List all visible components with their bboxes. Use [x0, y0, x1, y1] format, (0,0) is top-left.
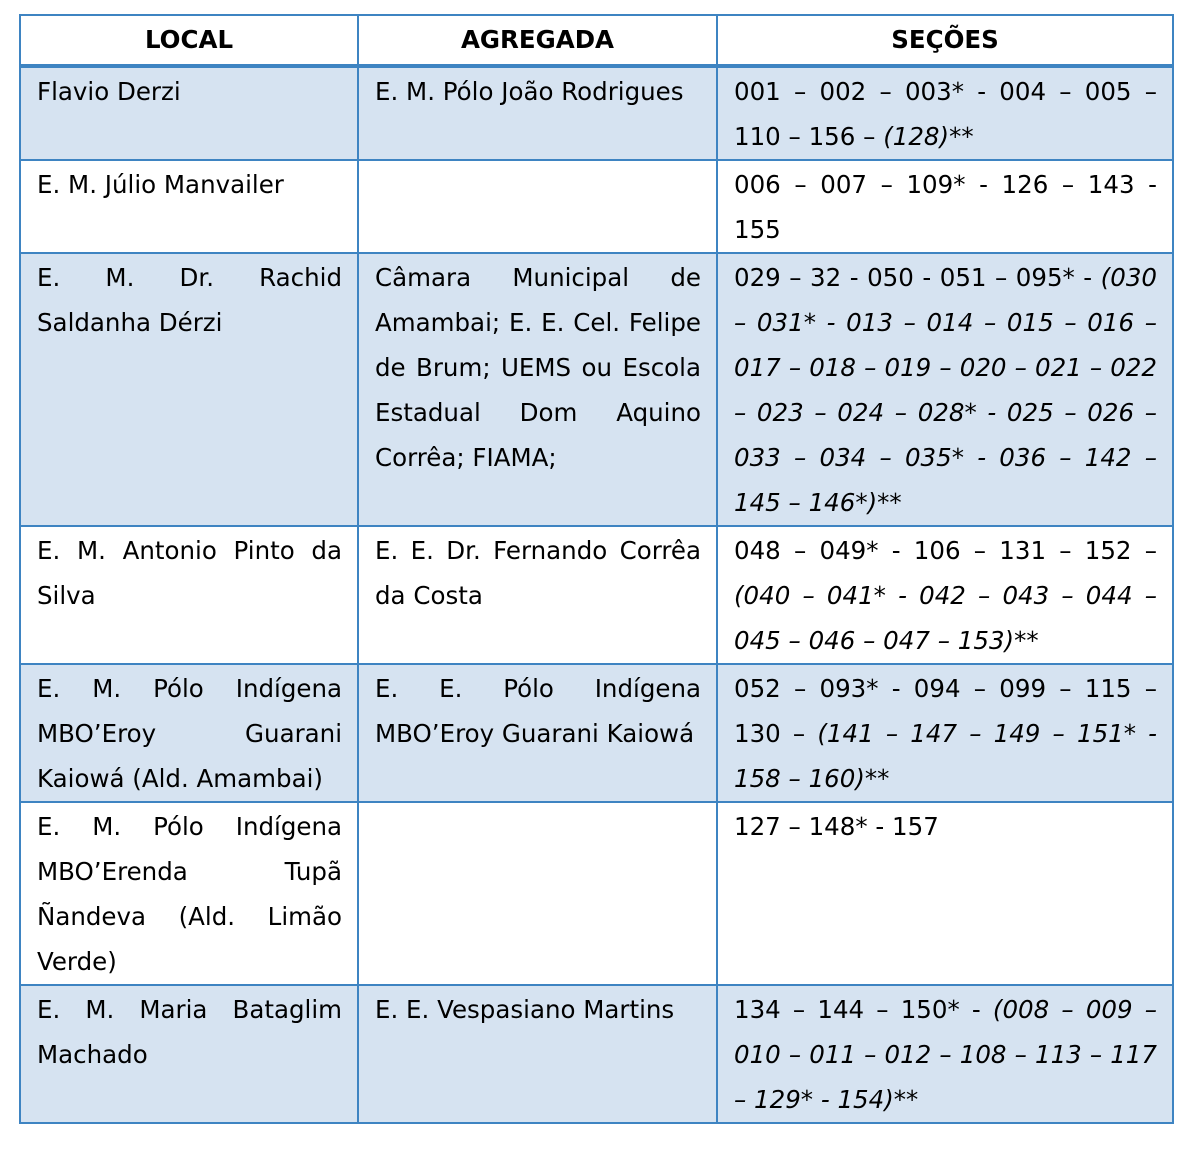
cell-agregada: E. M. Pólo João Rodrigues [358, 66, 717, 160]
cell-local: E. M. Maria Bataglim Machado [20, 985, 358, 1123]
secoes-aggregated: (030 – 031* - 013 – 014 – 015 – 016 – 017 – 018 – 019 – 020 – 021 – 022 – 023 – 024 – 028* - 025 – 026 – 033 – 034 – 035* - 036 – 142 – 145 – 146*)** [734, 263, 1157, 517]
header-secoes: SEÇÕES [717, 15, 1173, 66]
table-header-row [20, 15, 1173, 66]
cell-secoes [717, 985, 1173, 1123]
cell-agregada [358, 802, 717, 985]
cell-secoes [717, 802, 1173, 985]
cell-agregada: E. E. Dr. Fernando Corrêa da Costa [358, 526, 717, 664]
secoes-aggregated: (008 – 009 – 010 – 011 – 012 – 108 – 113 – 117 – 129* - 154)** [734, 995, 1157, 1114]
secoes-main: 029 – 32 - 050 - 051 – 095* - [734, 263, 1101, 292]
polling-sections-table [19, 14, 1174, 1124]
cell-secoes [717, 66, 1173, 160]
cell-agregada: E. E. Pólo Indígena MBO’Eroy Guarani Kaiowá [358, 664, 717, 802]
header-agregada: AGREGADA [358, 15, 717, 66]
secoes-main: 052 – 093* - 094 – 099 – 115 – 130 – [734, 674, 1157, 748]
cell-local: E. M. Dr. Rachid Saldanha Dérzi [20, 253, 358, 526]
cell-agregada: E. E. Vespasiano Martins [358, 985, 717, 1123]
table-row [20, 160, 1173, 253]
secoes-main: 001 – 002 – 003* - 004 – 005 – 110 – 156 – [734, 77, 1157, 151]
table-row [20, 664, 1173, 802]
secoes-aggregated: (141 – 147 – 149 – 151* - 158 – 160)** [734, 719, 1157, 793]
secoes-main: 006 – 007 – 109* - 126 – 143 - 155 [734, 170, 1157, 244]
secoes-main: 127 – 148* - 157 [734, 812, 939, 841]
cell-local: E. M. Pólo Indígena MBO’Eroy Guarani Kaiowá (Ald. Amambai) [20, 664, 358, 802]
table-row [20, 66, 1173, 160]
secoes-aggregated: (040 – 041* - 042 – 043 – 044 – 045 – 046 – 047 – 153)** [734, 581, 1157, 655]
cell-secoes [717, 253, 1173, 526]
cell-secoes [717, 526, 1173, 664]
cell-local: E. M. Pólo Indígena MBO’Erenda Tupã Ñandeva (Ald. Limão Verde) [20, 802, 358, 985]
polling-sections-table-container [19, 14, 1172, 1124]
cell-local: E. M. Antonio Pinto da Silva [20, 526, 358, 664]
header-local: LOCAL [20, 15, 358, 66]
secoes-main: 134 – 144 – 150* - [734, 995, 993, 1024]
cell-local: E. M. Júlio Manvailer [20, 160, 358, 253]
table-row [20, 985, 1173, 1123]
secoes-aggregated: (128)** [883, 122, 974, 151]
cell-secoes [717, 664, 1173, 802]
cell-secoes [717, 160, 1173, 253]
table-row [20, 802, 1173, 985]
table-row [20, 253, 1173, 526]
cell-agregada: Câmara Municipal de Amambai; E. E. Cel. Felipe de Brum; UEMS ou Escola Estadual Dom Aquino Corrêa; FIAMA; [358, 253, 717, 526]
cell-local: Flavio Derzi [20, 66, 358, 160]
secoes-main: 048 – 049* - 106 – 131 – 152 – [734, 536, 1157, 565]
table-row [20, 526, 1173, 664]
cell-agregada [358, 160, 717, 253]
